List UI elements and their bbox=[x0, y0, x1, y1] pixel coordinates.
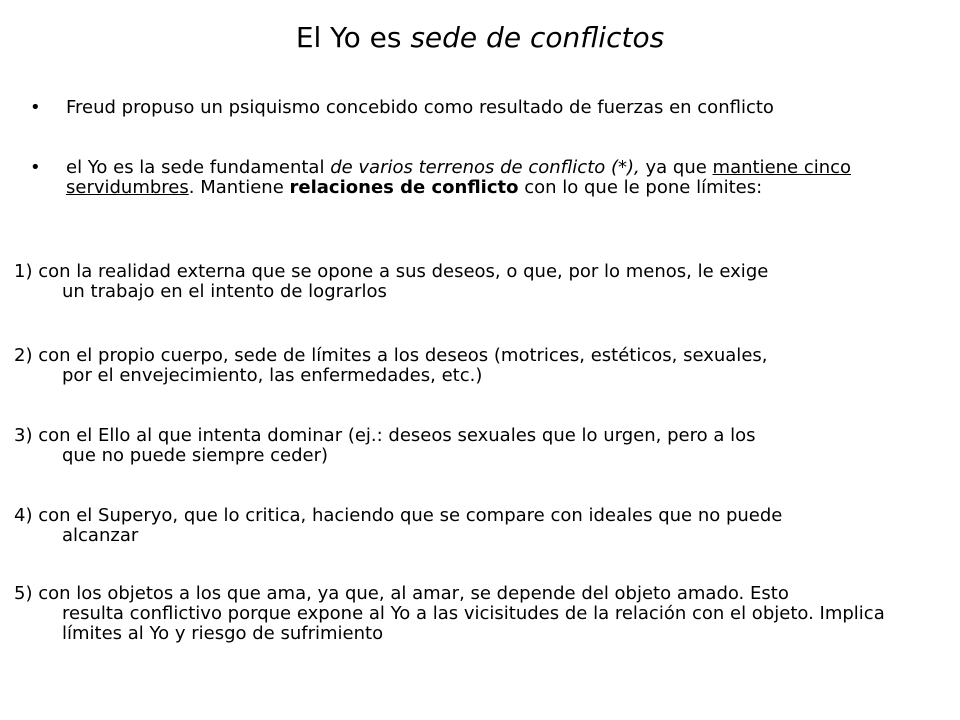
slide-title bbox=[0, 18, 960, 58]
list-item-continuation: resulta conflictivo porque expone al Yo a las vicisitudes de la relación con el objeto. Implica límites al Yo y riesgo de sufrimiento bbox=[62, 603, 885, 644]
bullet-marker: • bbox=[30, 97, 41, 118]
bullet-text: Freud propuso un psiquismo concebido como resultado de fuerzas en conflicto bbox=[66, 97, 774, 118]
bullet-text-italic: de varios terrenos de conflicto (*), bbox=[330, 157, 640, 178]
bullet-marker: • bbox=[30, 157, 41, 178]
list-item-line1: 2) con el propio cuerpo, sede de límites a los deseos (motrices, estéticos, sexuales, bbox=[14, 345, 768, 366]
list-item-line1: 5) con los objetos a los que ama, ya que, al amar, se depende del objeto amado. Esto bbox=[14, 583, 789, 604]
list-item-1 bbox=[14, 262, 949, 302]
bullet-text-bold: relaciones de conflicto bbox=[289, 177, 519, 198]
bullet-text-part: el Yo es la sede fundamental bbox=[66, 157, 331, 178]
list-item-continuation: alcanzar bbox=[62, 525, 139, 546]
title-plain: El Yo es bbox=[295, 21, 411, 54]
bullet-text-underlined: mantiene cinco servidumbres bbox=[66, 157, 852, 198]
list-item-line1: 1) con la realidad externa que se opone a sus deseos, o que, por lo menos, le exige bbox=[14, 261, 769, 282]
list-item-line1: 3) con el Ello al que intenta dominar (ej.: deseos sexuales que lo urgen, pero a los bbox=[14, 425, 756, 446]
list-item-4 bbox=[14, 506, 949, 546]
list-item-continuation: un trabajo en el intento de lograrlos bbox=[62, 281, 387, 302]
bullet-text-part: ya que bbox=[639, 157, 713, 178]
list-item-line1: 4) con el Superyo, que lo critica, haciendo que se compare con ideales que no puede bbox=[14, 505, 783, 526]
bullet-text bbox=[66, 158, 930, 198]
list-item-continuation: que no puede siempre ceder) bbox=[62, 445, 329, 466]
list-item-2 bbox=[14, 346, 949, 386]
list-item-3 bbox=[14, 426, 949, 466]
bullet-2 bbox=[30, 158, 930, 198]
list-item-continuation: por el envejecimiento, las enfermedades, etc.) bbox=[62, 365, 483, 386]
title-italic: sede de conflictos bbox=[410, 21, 665, 54]
bullet-text-part: . Mantiene bbox=[188, 177, 290, 198]
bullet-1 bbox=[30, 98, 930, 118]
bullet-text-part: con lo que le pone límites: bbox=[518, 177, 763, 198]
list-item-5 bbox=[14, 584, 949, 644]
